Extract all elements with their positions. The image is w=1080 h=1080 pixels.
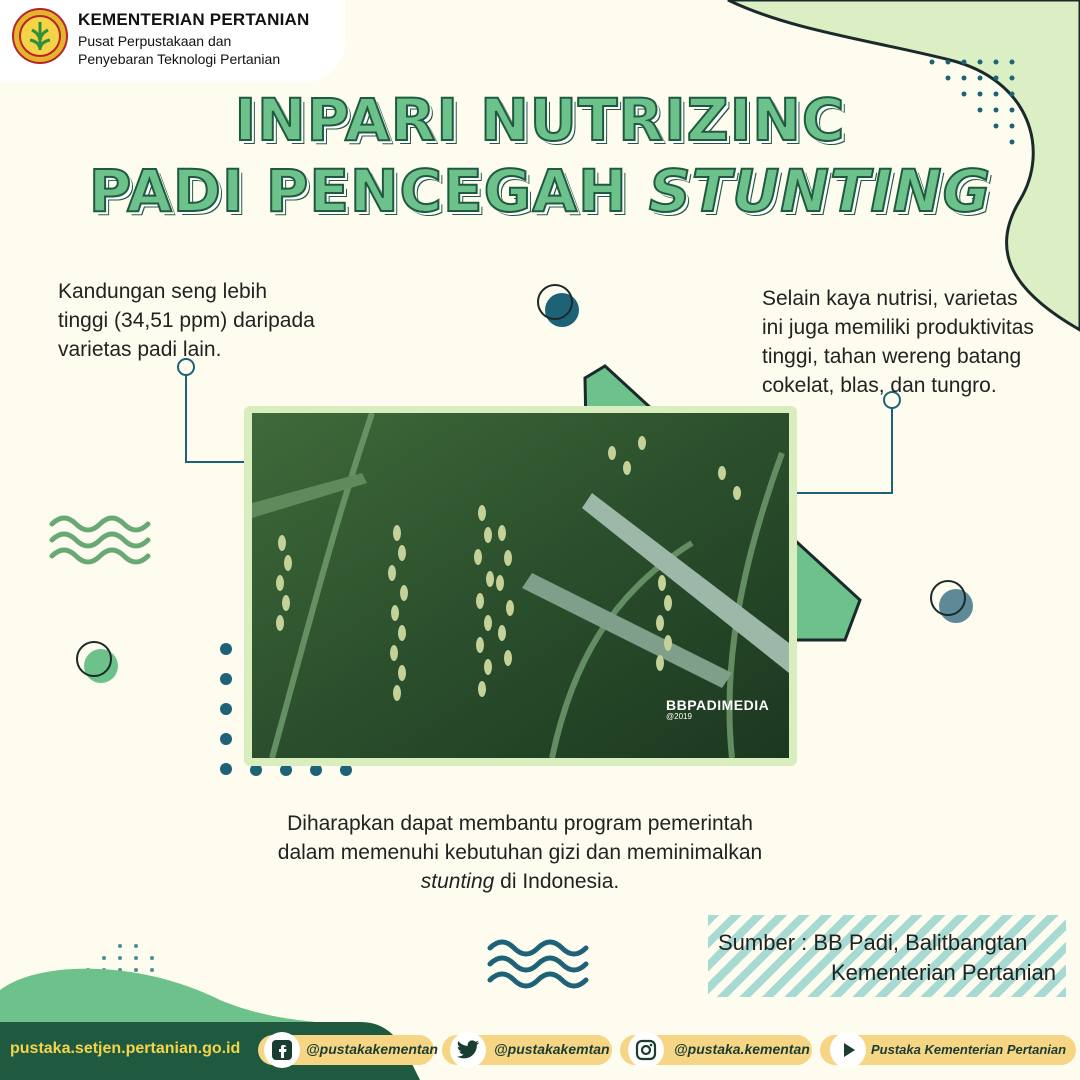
slate-circle (939, 589, 973, 623)
twitter-icon[interactable] (450, 1032, 486, 1068)
bottom-description: Diharapkan dapat membantu program pemerintah dalam memenuhi kebutuhan gizi dan meminimalkan stunting di Indonesia. (277, 812, 763, 893)
source-line1: Sumber : BB Padi, Balitbangtan (718, 930, 1028, 955)
title-line2: PADI PENCEGAH STUNTING (88, 157, 992, 225)
photo-watermark-year: @2019 (666, 712, 692, 721)
facebook-handle[interactable]: @pustakakementan (306, 1041, 438, 1057)
instagram-icon[interactable] (628, 1032, 664, 1068)
left-callout-text: Kandungan seng lebih tinggi (34,51 ppm) daripada varietas padi lain. (58, 280, 315, 361)
right-callout-text: Selain kaya nutrisi, varietas ini juga memiliki produktivitas tinggi, tahan wereng batang cokelat, blas, dan tungro. (762, 287, 1034, 397)
left-wave-lines (52, 518, 148, 562)
title-line1: INPARI NUTRIZINC (234, 86, 846, 154)
bottom-wave-lines (490, 942, 586, 986)
instagram-handle[interactable]: @pustaka.kementan (674, 1041, 810, 1057)
org-subtitle-line2: Penyebaran Teknologi Pertanian (78, 51, 281, 67)
website-link[interactable]: pustaka.setjen.pertanian.go.id (10, 1040, 241, 1057)
youtube-icon[interactable] (830, 1032, 866, 1068)
org-name: KEMENTERIAN PERTANIAN (78, 10, 310, 29)
photo-watermark: BBPADIMEDIA (666, 697, 770, 713)
facebook-icon[interactable] (264, 1032, 300, 1068)
org-subtitle-line1: Pusat Perpustakaan dan (78, 33, 232, 49)
bottom-left-hill (0, 969, 360, 1028)
green-circle (84, 649, 118, 683)
teal-circle (545, 293, 579, 327)
twitter-handle[interactable]: @pustakakemtan (494, 1041, 610, 1057)
kementan-logo-icon (12, 8, 68, 64)
youtube-channel[interactable]: Pustaka Kementerian Pertanian (871, 1042, 1067, 1057)
source-line2: Kementerian Pertanian (830, 960, 1056, 985)
